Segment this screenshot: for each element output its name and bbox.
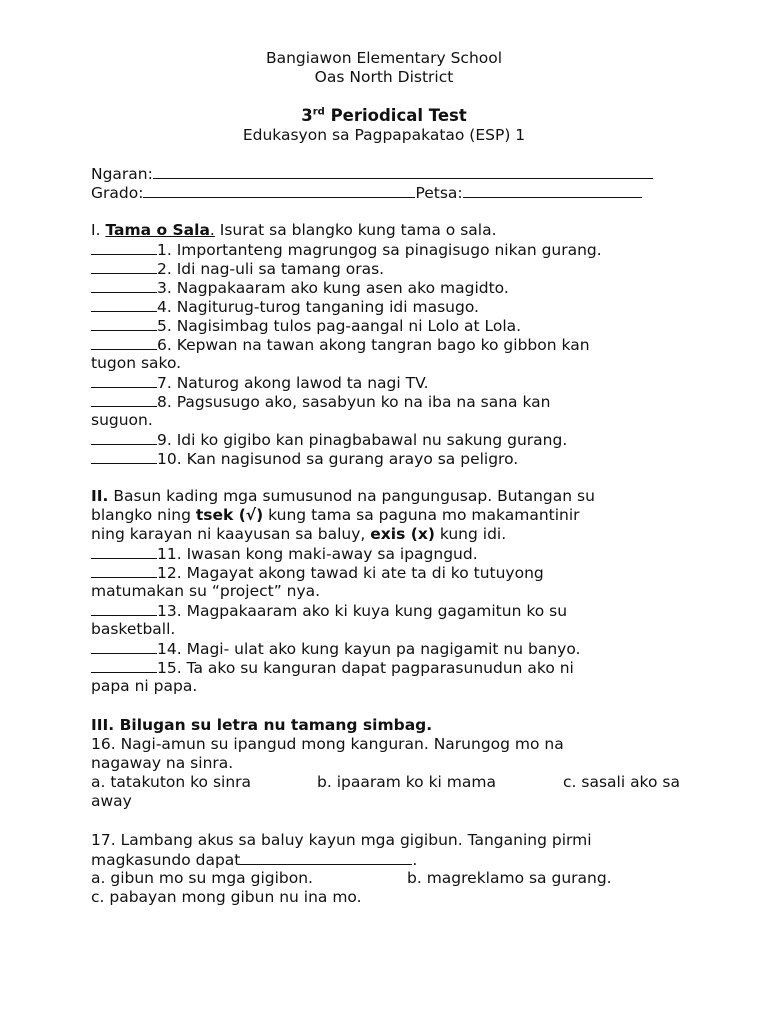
part1-title-dot: .: [209, 221, 215, 239]
item-text: 3. Nagpakaaram ako kung asen ako magidto.: [157, 279, 509, 297]
district-name: Oas North District: [314, 68, 454, 86]
test-ordinal: rd: [312, 106, 325, 118]
answer-blank[interactable]: [91, 563, 157, 578]
item-text: 2. Idi nag-uli sa tamang oras.: [157, 260, 385, 278]
answer-blank[interactable]: [91, 544, 157, 559]
part3-heading: III. Bilugan su letra nu tamang simbag.: [91, 716, 433, 734]
item-text: 1. Importanteng magrungog sa pinagisugo nikan gurang.: [157, 241, 602, 259]
name-blank[interactable]: [153, 164, 653, 179]
part2-x-mark-text: exis (x): [370, 525, 435, 543]
choice-b[interactable]: b. ipaaram ko ki mama: [317, 773, 496, 791]
grade-blank[interactable]: [143, 183, 415, 198]
answer-blank[interactable]: [240, 850, 412, 865]
list-item: [91, 544, 478, 564]
list-item-continuation: basketball.: [91, 620, 176, 638]
choice-a[interactable]: a. tatakuton ko sinra: [91, 773, 252, 791]
item-text: 7. Naturog akong lawod ta nagi TV.: [157, 374, 429, 392]
list-item: [91, 278, 509, 298]
item-text: 9. Idi ko gigibo kan pinagbabawal nu sakung gurang.: [157, 431, 568, 449]
choice-a[interactable]: a. gibun mo su mga gigibon.: [91, 869, 313, 887]
part1-instruction: Isurat sa blangko kung tama o sala.: [214, 221, 497, 239]
list-item: [91, 563, 544, 583]
test-number: 3: [301, 106, 313, 125]
answer-blank[interactable]: [91, 449, 157, 464]
list-item: [91, 392, 551, 412]
answer-blank[interactable]: [91, 316, 157, 331]
question-17-line2: [91, 850, 417, 870]
item-text: 12. Magayat akong tawad ki ate ta di ko tutuyong: [157, 564, 544, 582]
choice-c[interactable]: c. pabayan mong gibun nu ina mo.: [91, 888, 362, 906]
choice-c[interactable]: c. sasali ako sa: [563, 773, 680, 791]
list-item-continuation: papa ni papa.: [91, 677, 198, 695]
item-text: 15. Ta ako su kanguran dapat pagparasunudun ako ni: [157, 659, 574, 677]
grade-label: Grado:: [91, 184, 144, 202]
part2-instruction-line2: [91, 506, 580, 525]
name-label: Ngaran:: [91, 165, 153, 183]
part1-title: Tama o Sala: [105, 221, 210, 239]
answer-blank[interactable]: [91, 335, 157, 350]
answer-blank[interactable]: [91, 373, 157, 388]
question-16-line1: 16. Nagi-amun su ipangud mong kanguran. Narungog mo na: [91, 735, 564, 753]
answer-blank[interactable]: [91, 430, 157, 445]
part2-instruction-text: ning karayan ni kaayusan sa baluy,: [91, 525, 371, 543]
answer-blank[interactable]: [91, 259, 157, 274]
list-item: [91, 240, 602, 260]
list-item: [91, 335, 590, 355]
part2-instruction-line1: [91, 487, 595, 506]
answer-blank[interactable]: [91, 658, 157, 673]
list-item-continuation: tugon sako.: [91, 354, 182, 372]
answer-blank[interactable]: [91, 639, 157, 654]
question-17-line1: 17. Lambang akus sa baluy kayun mga gigibun. Tanganing pirmi: [91, 831, 592, 849]
item-text: 10. Kan nagisunod sa gurang arayo sa peligro.: [157, 450, 519, 468]
item-text: 14. Magi- ulat ako kung kayun pa nagigamit nu banyo.: [157, 640, 581, 658]
grade-date-row: [91, 183, 642, 203]
list-item: [91, 316, 521, 336]
test-title-text: Periodical Test: [330, 106, 467, 125]
answer-blank[interactable]: [91, 601, 157, 616]
list-item-continuation: suguon.: [91, 411, 153, 429]
part1-numeral: I.: [91, 221, 101, 239]
part1-heading: [91, 221, 497, 240]
item-text: 5. Nagisimbag tulos pag-aangal ni Lolo at Lola.: [157, 317, 522, 335]
name-field-row: [91, 164, 653, 184]
date-blank[interactable]: [463, 183, 642, 198]
item-text: 6. Kepwan na tawan akong tangran bago ko gibbon kan: [157, 336, 590, 354]
item-text: 11. Iwasan kong maki-away sa ipagngud.: [157, 545, 478, 563]
list-item: [91, 449, 518, 469]
question-17-period: .: [412, 851, 418, 869]
answer-blank[interactable]: [91, 392, 157, 407]
list-item: [91, 601, 567, 621]
choice-b[interactable]: b. magreklamo sa gurang.: [407, 869, 612, 887]
answer-blank[interactable]: [91, 297, 157, 312]
list-item: [91, 658, 574, 678]
part2-check-mark-text: tsek (√): [195, 506, 264, 524]
part2-numeral: II.: [91, 487, 109, 505]
part2-instruction-line3: [91, 525, 506, 544]
choice-c-continuation: away: [91, 792, 132, 810]
answer-blank[interactable]: [91, 278, 157, 293]
answer-blank[interactable]: [91, 240, 157, 255]
list-item: [91, 259, 384, 279]
list-item: [91, 430, 567, 450]
part2-instruction-text: kung tama sa paguna mo makamantinir: [263, 506, 580, 524]
part2-instruction-text: Basun kading mga sumusunod na pangungusap. Butangan su: [108, 487, 595, 505]
item-text: 8. Pagsusugo ako, sasabyun ko na iba na sana kan: [157, 393, 551, 411]
part2-instruction-text: blangko ning: [91, 506, 196, 524]
list-item-continuation: matumakan su “project” nya.: [91, 582, 321, 600]
test-title: [0, 106, 768, 125]
question-16-line2: nagaway na sinra.: [91, 754, 234, 772]
list-item: [91, 639, 580, 659]
part2-instruction-text: kung idi.: [434, 525, 507, 543]
question-17-choices: [91, 869, 612, 888]
date-label: Petsa:: [415, 184, 463, 202]
question-17-text: magkasundo dapat: [91, 851, 241, 869]
item-text: 4. Nagiturug-turog tanganing idi masugo.: [157, 298, 479, 316]
item-text: 13. Magpakaaram ako ki kuya kung gagamitun ko su: [157, 602, 568, 620]
list-item: [91, 297, 479, 317]
school-name: Bangiawon Elementary School: [265, 49, 503, 67]
question-16-choices: [91, 773, 680, 792]
list-item: [91, 373, 429, 393]
subject-title: Edukasyon sa Pagpapakatao (ESP) 1: [242, 126, 526, 144]
